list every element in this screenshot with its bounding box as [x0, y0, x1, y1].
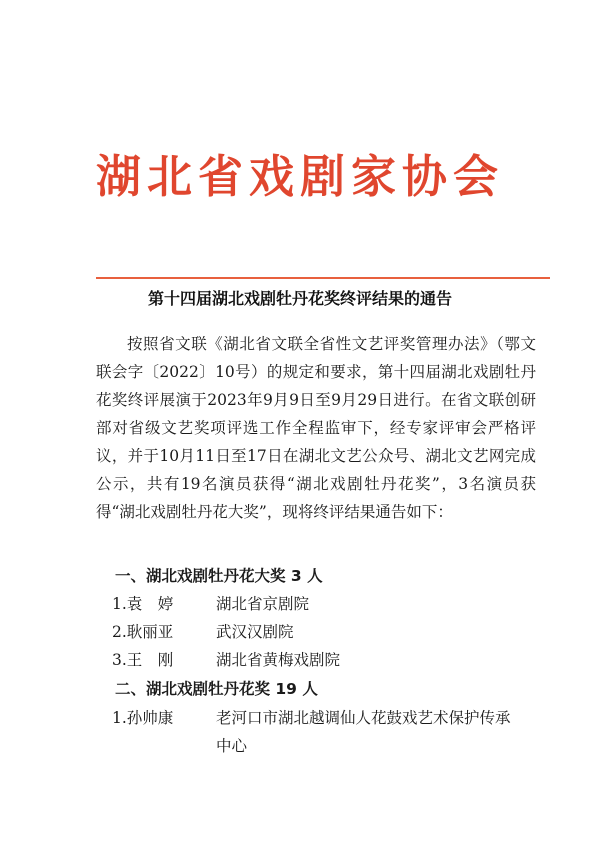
winner-name: 2.耿丽亚 — [112, 623, 174, 641]
award-list-item — [112, 590, 310, 618]
section-heading-grand-award: 一、湖北戏剧牡丹花大奖 3 人 — [115, 567, 323, 585]
winner-organization-continued: 中心 — [216, 737, 248, 755]
winner-name: 3.王 刚 — [112, 651, 174, 669]
award-list-item — [112, 646, 341, 674]
winner-name: 1.孙帅康 — [112, 709, 174, 727]
intro-paragraph: 按照省文联《湖北省文联全省性文艺评奖管理办法》（鄂文联会字〔2022〕10号）的规定和要求，第十四届湖北戏剧牡丹花奖终评展演于2023年9月9日至9月29日进行。在省文联创研部对省级文艺奖项评选工作全程监审下，经专家评审会严格评议，并于10月11日至17日在湖北文艺公众号、湖北文艺网完成公示，共有19名演员获得“湖北戏剧牡丹花奖”，3名演员获得“湖北戏剧牡丹花大奖”，现将终评结果通告如下： — [96, 335, 536, 521]
organization-title: 湖北省戏剧家协会 — [95, 150, 504, 203]
award-list-item — [112, 704, 511, 755]
winner-organization: 武汉汉剧院 — [216, 623, 294, 641]
winner-organization: 湖北省黄梅戏剧院 — [216, 651, 341, 669]
notice-title: 第十四届湖北戏剧牡丹花奖终评结果的通告 — [147, 289, 452, 308]
winner-name: 1.袁 婷 — [112, 595, 174, 613]
winner-organization: 湖北省京剧院 — [216, 595, 310, 613]
award-list-item — [112, 618, 294, 646]
header-divider — [96, 277, 550, 279]
winner-organization: 老河口市湖北越调仙人花鼓戏艺术保护传承 — [216, 709, 511, 727]
section-heading-award: 二、湖北戏剧牡丹花奖 19 人 — [115, 680, 318, 698]
